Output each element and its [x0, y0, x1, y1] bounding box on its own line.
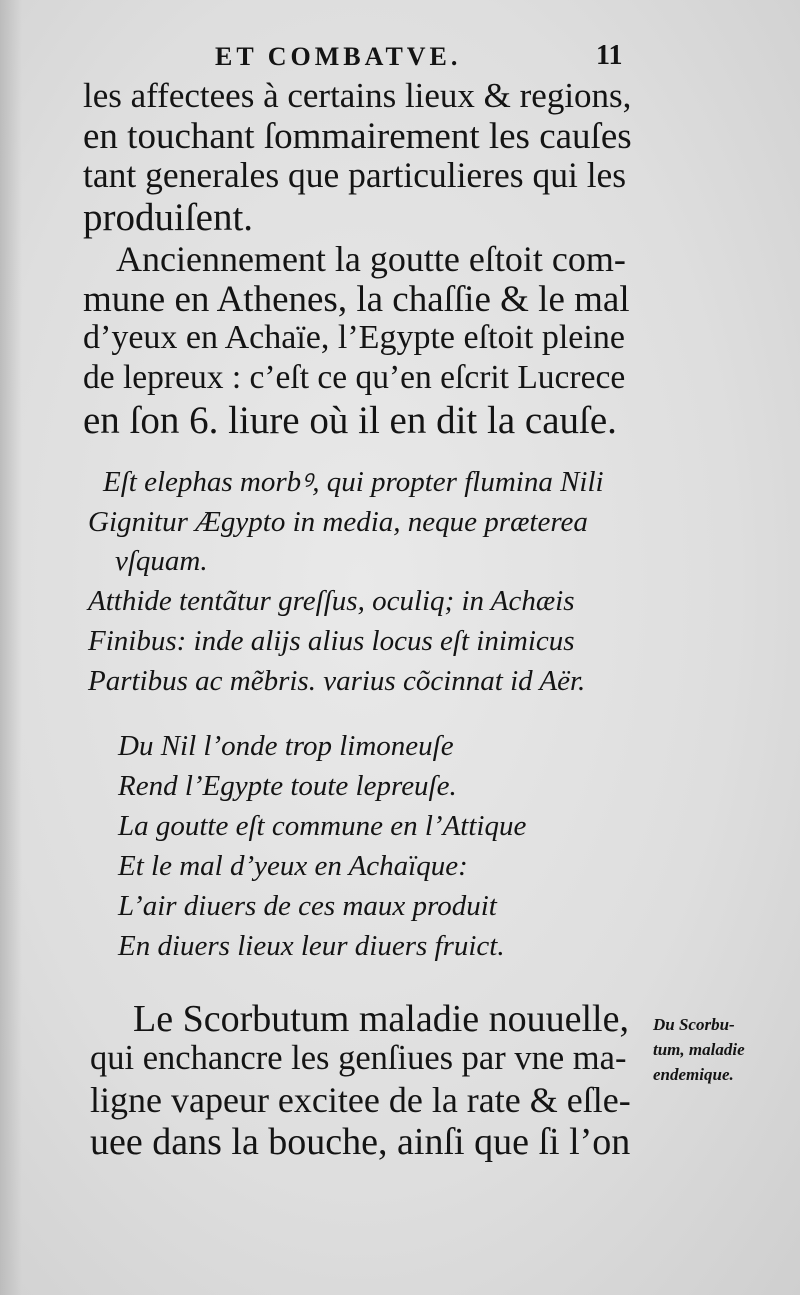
verse-line: La goutte eſt commune en l’Attique — [118, 810, 527, 842]
verse-line: Du Nil l’onde trop limoneuſe — [118, 730, 454, 762]
page-shadow — [0, 0, 22, 1295]
verse-line: Et le mal d’yeux en Achaïque: — [118, 850, 468, 882]
text-line: qui enchancre les genſiues par vne ma- — [90, 1039, 627, 1077]
text-line: en touchant ſommairement les cauſes — [83, 116, 632, 157]
verse-line: vſquam. — [115, 545, 208, 577]
page-number: 11 — [596, 40, 623, 71]
text-line: Le Scorbutum maladie nouuelle, — [133, 998, 629, 1040]
verse-line: Eſt elephas morbꝰ, qui propter flumina Nili — [103, 466, 604, 498]
text-line: produiſent. — [83, 196, 254, 239]
text-line: de lepreux : c’eſt ce qu’en eſcrit Lucrece — [83, 359, 626, 396]
verse-line: Atthide tentãtur greſſus, oculiq; in Achæis — [88, 585, 575, 617]
text-line: mune en Athenes, la chaſſie & le mal — [83, 279, 630, 320]
marginal-note-line: endemique. — [653, 1065, 734, 1084]
text-line: les affectees à certains lieux & regions, — [83, 76, 632, 115]
text-line: en ſon 6. liure où il en dit la cauſe. — [83, 399, 617, 442]
verse-line: Partibus ac mẽbris. varius cõcinnat id Aër. — [88, 665, 586, 697]
marginal-note-line: Du Scorbu- — [653, 1015, 735, 1034]
verse-line: Rend l’Egypte toute lepreuſe. — [118, 770, 457, 802]
verse-line: En diuers lieux leur diuers fruict. — [118, 930, 505, 962]
verse-line: L’air diuers de ces maux produit — [118, 890, 497, 922]
text-line: d’yeux en Achaïe, l’Egypte eſtoit pleine — [83, 319, 625, 356]
marginal-note-line: tum, maladie — [653, 1040, 745, 1059]
text-line: Anciennement la goutte eſtoit com- — [116, 239, 626, 279]
running-head: ET COMBATVE. — [215, 42, 462, 71]
verse-line: Finibus: inde alijs alius locus eſt inimicus — [88, 625, 575, 657]
verse-line: Gignitur Ægypto in media, neque præterea — [88, 506, 588, 538]
text-line: ligne vapeur excitee de la rate & eſle- — [90, 1080, 631, 1120]
text-line: uee dans la bouche, ainſi que ſi l’on — [90, 1121, 631, 1163]
text-line: tant generales que particulieres qui les — [83, 155, 627, 195]
